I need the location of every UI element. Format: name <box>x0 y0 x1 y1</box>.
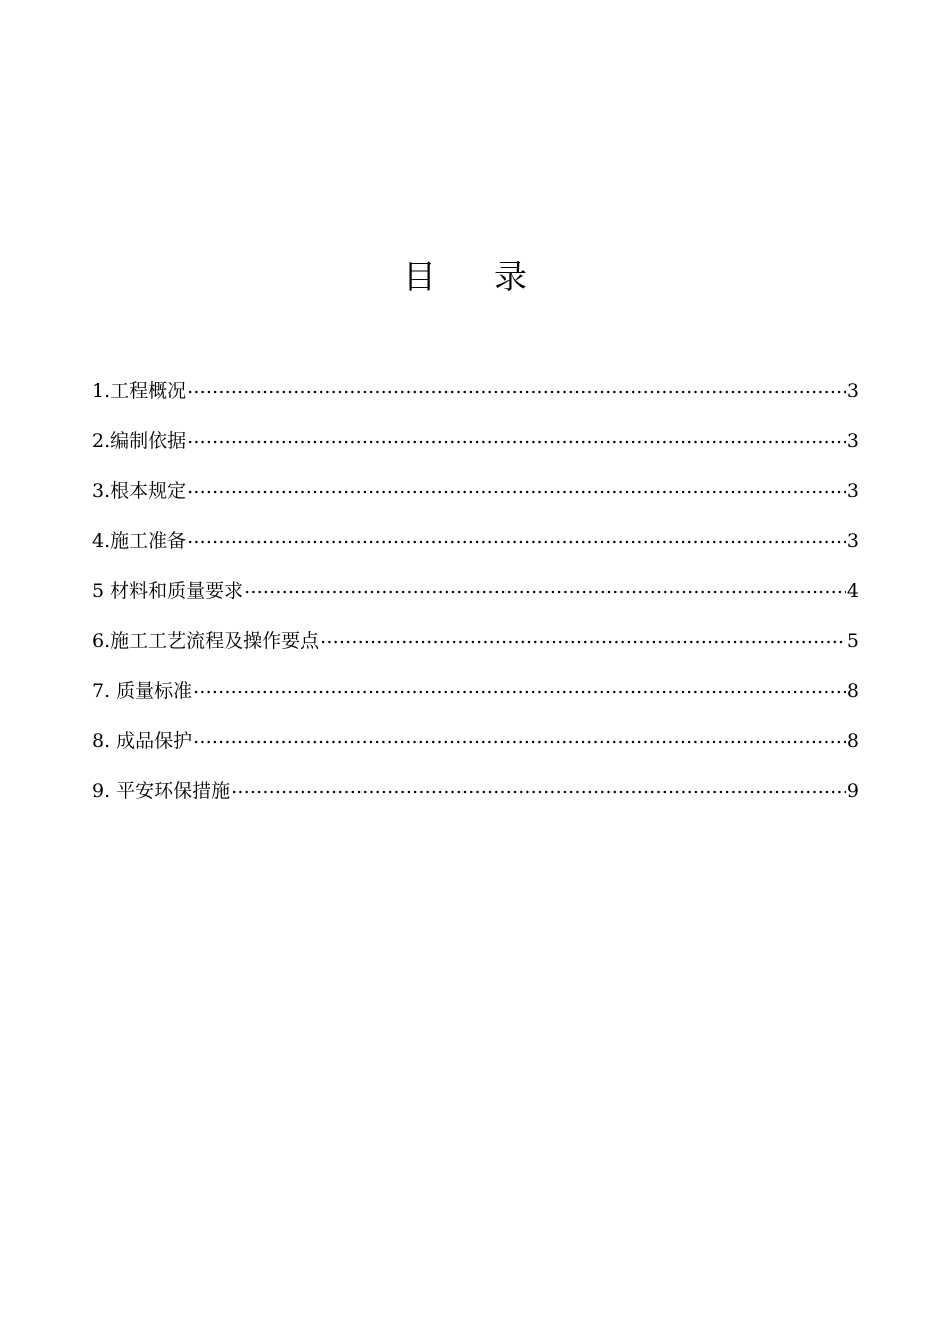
toc-dot-leader <box>231 777 846 797</box>
toc-entry-label: 6.施工工艺流程及操作要点 <box>92 630 320 652</box>
toc-entry[interactable] <box>92 623 859 673</box>
toc-entry-page: 8 <box>846 730 859 752</box>
toc-entry[interactable] <box>92 423 859 473</box>
toc-entry[interactable] <box>92 373 859 423</box>
toc-entry-page: 3 <box>846 530 859 552</box>
toc-entry-page: 3 <box>846 480 859 502</box>
toc-list <box>92 373 859 823</box>
toc-entry-label: 9. 平安环保措施 <box>92 780 231 802</box>
toc-entry-page: 8 <box>846 680 859 702</box>
toc-entry[interactable] <box>92 523 859 573</box>
toc-entry-label: 2.编制依据 <box>92 430 187 452</box>
toc-dot-leader <box>193 677 846 697</box>
toc-entry-page: 5 <box>846 630 859 652</box>
toc-entry-label: 7. 质量标准 <box>92 680 193 702</box>
toc-entry-label: 4.施工准备 <box>92 530 187 552</box>
toc-entry-label: 1.工程概况 <box>92 380 187 402</box>
toc-dot-leader <box>187 377 846 397</box>
toc-dot-leader <box>244 577 846 597</box>
toc-entry[interactable] <box>92 573 859 623</box>
toc-entry[interactable] <box>92 473 859 523</box>
toc-entry-label: 8. 成品保护 <box>92 730 193 752</box>
toc-entry-label: 5 材料和质量要求 <box>92 580 244 602</box>
toc-dot-leader <box>320 627 846 647</box>
toc-entry[interactable] <box>92 723 859 773</box>
toc-dot-leader <box>193 727 846 747</box>
toc-entry[interactable] <box>92 773 859 823</box>
toc-entry-page: 4 <box>846 580 859 602</box>
toc-title <box>0 252 930 302</box>
toc-entry-page: 9 <box>846 780 859 802</box>
toc-entry-label: 3.根本规定 <box>92 480 187 502</box>
toc-entry-page: 3 <box>846 430 859 452</box>
toc-entry-page: 3 <box>846 380 859 402</box>
toc-dot-leader <box>187 477 846 497</box>
toc-dot-leader <box>187 427 846 447</box>
toc-title-char-1: 目 <box>403 257 436 296</box>
toc-entry[interactable] <box>92 673 859 723</box>
toc-dot-leader <box>187 527 846 547</box>
toc-title-char-2: 录 <box>494 257 527 296</box>
